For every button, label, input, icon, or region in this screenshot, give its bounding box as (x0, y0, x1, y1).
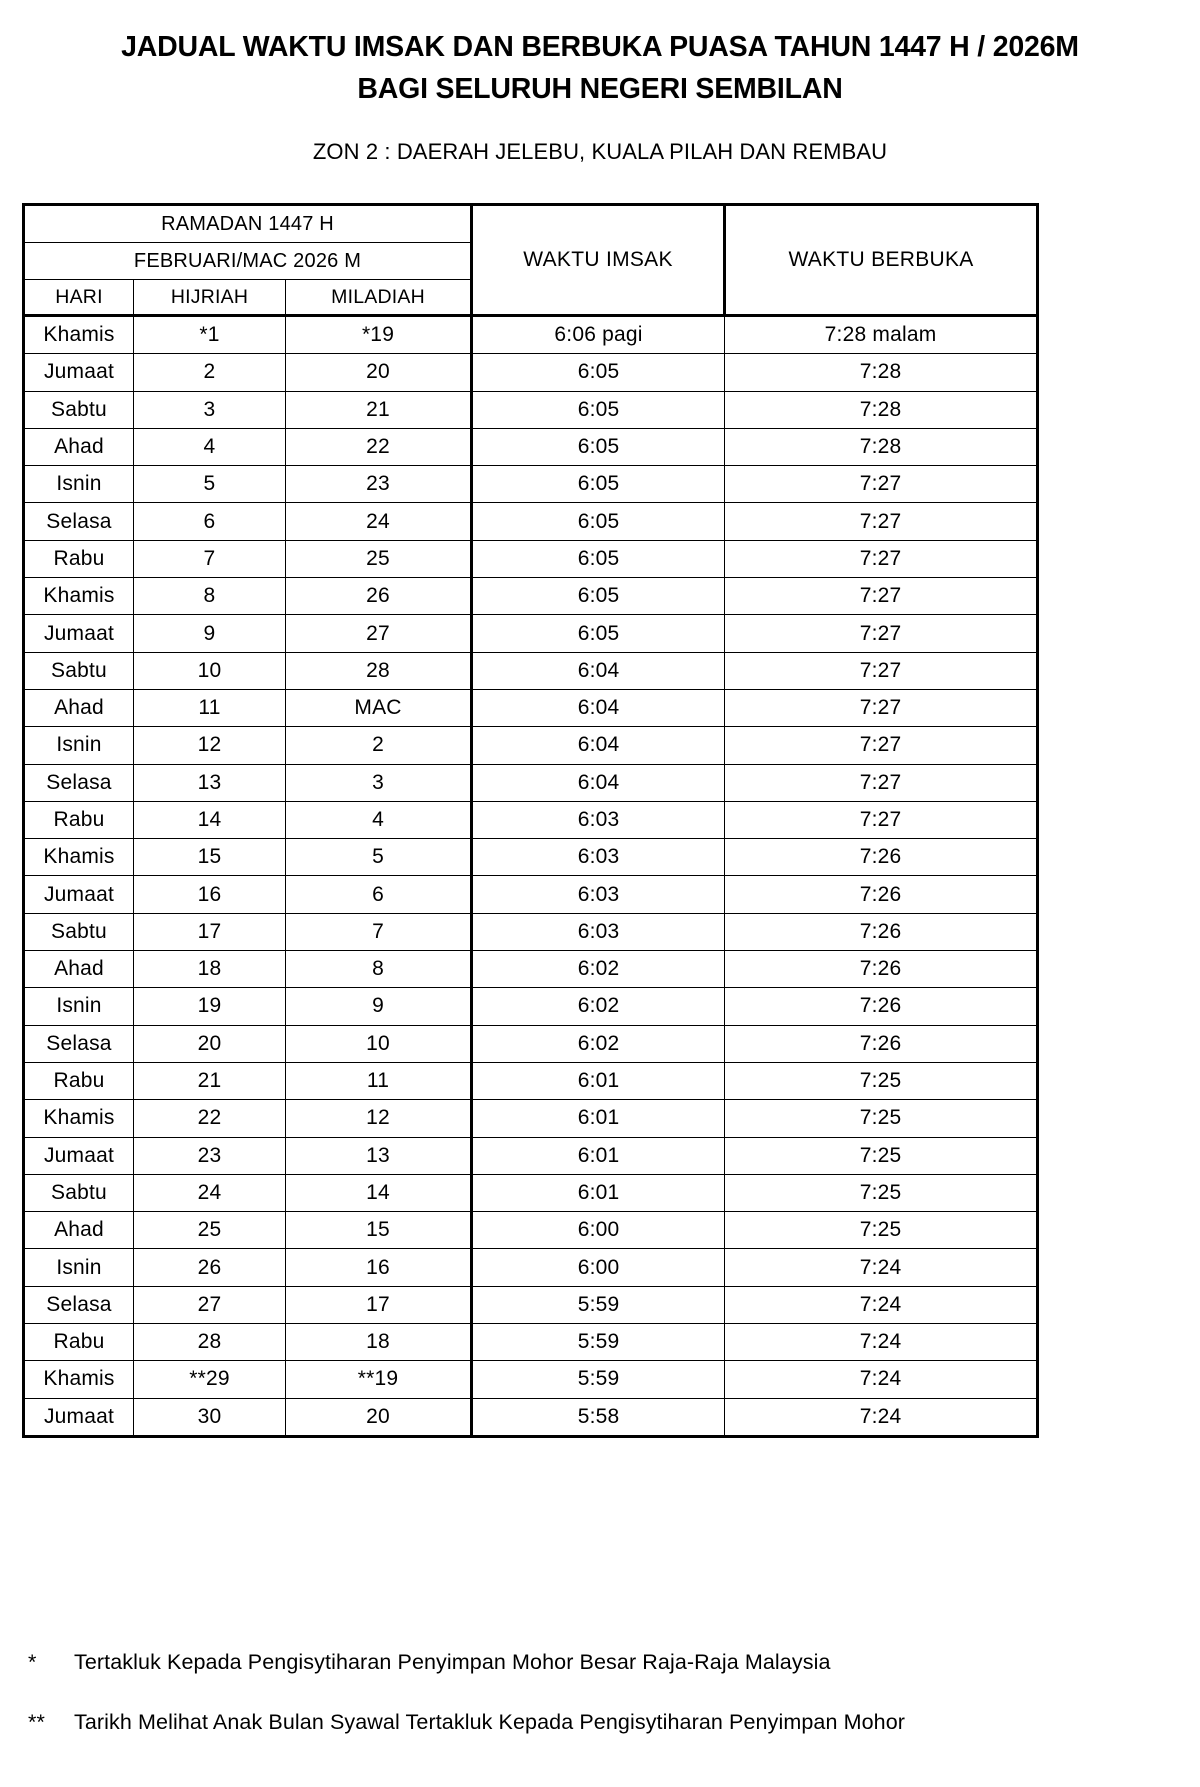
cell-waktu-berbuka: 7:28 (725, 428, 1038, 465)
cell-hijriah: 16 (134, 876, 286, 913)
cell-miladiah: 20 (286, 354, 472, 391)
table-head (24, 205, 1038, 316)
cell-hari: Sabtu (24, 391, 134, 428)
page-header (0, 0, 1200, 167)
cell-miladiah: 9 (286, 988, 472, 1025)
cell-waktu-berbuka: 7:25 (725, 1174, 1038, 1211)
table-row (24, 428, 1038, 465)
cell-waktu-imsak: 6:01 (472, 1100, 725, 1137)
cell-miladiah: 14 (286, 1174, 472, 1211)
cell-miladiah: 16 (286, 1249, 472, 1286)
table-row (24, 615, 1038, 652)
table-row (24, 689, 1038, 726)
cell-waktu-imsak: 6:01 (472, 1137, 725, 1174)
cell-hijriah: 30 (134, 1398, 286, 1436)
footnote-item (28, 1648, 1168, 1676)
cell-miladiah: 28 (286, 652, 472, 689)
cell-waktu-imsak: 6:04 (472, 727, 725, 764)
cell-waktu-imsak: 6:05 (472, 578, 725, 615)
header-februari-mac: FEBRUARI/MAC 2026 M (24, 243, 472, 280)
cell-miladiah: 11 (286, 1062, 472, 1099)
cell-hari: Sabtu (24, 652, 134, 689)
table-row (24, 1324, 1038, 1361)
cell-hari: Ahad (24, 428, 134, 465)
cell-waktu-berbuka: 7:27 (725, 615, 1038, 652)
cell-waktu-berbuka: 7:24 (725, 1249, 1038, 1286)
cell-miladiah: 8 (286, 951, 472, 988)
table-row (24, 1137, 1038, 1174)
cell-miladiah: 2 (286, 727, 472, 764)
cell-hari: Rabu (24, 1062, 134, 1099)
cell-miladiah: 10 (286, 1025, 472, 1062)
cell-hijriah: 13 (134, 764, 286, 801)
table-row (24, 1212, 1038, 1249)
cell-waktu-imsak: 6:03 (472, 839, 725, 876)
cell-hari: Sabtu (24, 1174, 134, 1211)
cell-waktu-imsak: 6:01 (472, 1174, 725, 1211)
table-row (24, 764, 1038, 801)
cell-hari: Isnin (24, 466, 134, 503)
cell-waktu-imsak: 6:05 (472, 428, 725, 465)
cell-miladiah: 24 (286, 503, 472, 540)
cell-waktu-berbuka: 7:26 (725, 839, 1038, 876)
cell-waktu-berbuka: 7:27 (725, 652, 1038, 689)
cell-hijriah: 9 (134, 615, 286, 652)
cell-miladiah: 7 (286, 913, 472, 950)
cell-waktu-imsak: 6:01 (472, 1062, 725, 1099)
cell-hijriah: 22 (134, 1100, 286, 1137)
cell-waktu-berbuka: 7:28 malam (725, 316, 1038, 354)
cell-hijriah: 24 (134, 1174, 286, 1211)
cell-hari: Selasa (24, 764, 134, 801)
schedule-table-container (22, 203, 1036, 1438)
cell-waktu-imsak: 6:04 (472, 764, 725, 801)
cell-hijriah: 5 (134, 466, 286, 503)
cell-hijriah: *1 (134, 316, 286, 354)
cell-waktu-imsak: 6:05 (472, 540, 725, 577)
page-subtitle-zone: ZON 2 : DAERAH JELEBU, KUALA PILAH DAN REMBAU (312, 139, 888, 164)
cell-hijriah: 2 (134, 354, 286, 391)
cell-hijriah: 19 (134, 988, 286, 1025)
footnote-marker: * (28, 1650, 37, 1674)
cell-waktu-berbuka: 7:26 (725, 988, 1038, 1025)
table-row (24, 540, 1038, 577)
cell-waktu-imsak: 6:04 (472, 689, 725, 726)
cell-hijriah: **29 (134, 1361, 286, 1398)
cell-hari: Rabu (24, 1324, 134, 1361)
cell-miladiah: 12 (286, 1100, 472, 1137)
cell-hijriah: 17 (134, 913, 286, 950)
cell-hijriah: 21 (134, 1062, 286, 1099)
table-row (24, 316, 1038, 354)
cell-hari: Ahad (24, 689, 134, 726)
footnote-text: Tertakluk Kepada Pengisytiharan Penyimpan Mohor Besar Raja-Raja Malaysia (74, 1650, 831, 1674)
cell-waktu-imsak: 6:05 (472, 615, 725, 652)
cell-waktu-berbuka: 7:26 (725, 951, 1038, 988)
cell-hari: Rabu (24, 540, 134, 577)
table-row (24, 354, 1038, 391)
cell-waktu-imsak: 6:03 (472, 801, 725, 838)
cell-hijriah: 8 (134, 578, 286, 615)
table-row (24, 801, 1038, 838)
cell-hari: Jumaat (24, 615, 134, 652)
table-row (24, 951, 1038, 988)
cell-waktu-berbuka: 7:27 (725, 503, 1038, 540)
table-row (24, 391, 1038, 428)
table-row (24, 1174, 1038, 1211)
cell-hijriah: 27 (134, 1286, 286, 1323)
table-row (24, 1361, 1038, 1398)
page-title-line-1: JADUAL WAKTU IMSAK DAN BERBUKA PUASA TAHUN 1447 H / 2026M (121, 31, 1079, 63)
table-row (24, 1286, 1038, 1323)
cell-waktu-imsak: 6:02 (472, 1025, 725, 1062)
cell-miladiah: **19 (286, 1361, 472, 1398)
header-hari: HARI (24, 280, 134, 316)
header-waktu-berbuka: WAKTU BERBUKA (725, 205, 1038, 316)
cell-hari: Jumaat (24, 1137, 134, 1174)
cell-hari: Khamis (24, 578, 134, 615)
cell-hijriah: 25 (134, 1212, 286, 1249)
cell-miladiah: 27 (286, 615, 472, 652)
table-row (24, 1025, 1038, 1062)
cell-waktu-berbuka: 7:26 (725, 913, 1038, 950)
table-row (24, 988, 1038, 1025)
table-row (24, 727, 1038, 764)
table-row (24, 466, 1038, 503)
table-row (24, 1249, 1038, 1286)
cell-miladiah: 15 (286, 1212, 472, 1249)
cell-waktu-imsak: 6:03 (472, 913, 725, 950)
cell-waktu-berbuka: 7:24 (725, 1324, 1038, 1361)
cell-waktu-imsak: 6:00 (472, 1212, 725, 1249)
table-row (24, 578, 1038, 615)
cell-miladiah: 18 (286, 1324, 472, 1361)
schedule-table (22, 203, 1039, 1438)
cell-miladiah: 4 (286, 801, 472, 838)
cell-miladiah: 26 (286, 578, 472, 615)
cell-hari: Jumaat (24, 354, 134, 391)
cell-miladiah: 22 (286, 428, 472, 465)
cell-waktu-imsak: 6:04 (472, 652, 725, 689)
cell-waktu-berbuka: 7:24 (725, 1398, 1038, 1436)
cell-hijriah: 6 (134, 503, 286, 540)
cell-hijriah: 14 (134, 801, 286, 838)
cell-waktu-berbuka: 7:27 (725, 764, 1038, 801)
cell-hari: Selasa (24, 503, 134, 540)
table-row (24, 876, 1038, 913)
cell-hijriah: 3 (134, 391, 286, 428)
cell-waktu-berbuka: 7:27 (725, 466, 1038, 503)
cell-waktu-imsak: 6:02 (472, 988, 725, 1025)
cell-hari: Selasa (24, 1025, 134, 1062)
table-row (24, 1062, 1038, 1099)
cell-hijriah: 15 (134, 839, 286, 876)
cell-hari: Isnin (24, 988, 134, 1025)
footnote-item (28, 1708, 1168, 1736)
cell-hijriah: 12 (134, 727, 286, 764)
cell-hijriah: 28 (134, 1324, 286, 1361)
cell-hari: Jumaat (24, 1398, 134, 1436)
cell-waktu-berbuka: 7:24 (725, 1361, 1038, 1398)
cell-hari: Jumaat (24, 876, 134, 913)
footnote-text: Tarikh Melihat Anak Bulan Syawal Tertakluk Kepada Pengisytiharan Penyimpan Mohor (74, 1710, 906, 1734)
cell-waktu-berbuka: 7:27 (725, 689, 1038, 726)
cell-hari: Rabu (24, 801, 134, 838)
cell-miladiah: 6 (286, 876, 472, 913)
table-row (24, 1398, 1038, 1436)
cell-hari: Ahad (24, 951, 134, 988)
page-title-line-2: BAGI SELURUH NEGERI SEMBILAN (357, 73, 843, 105)
header-hijriah: HIJRIAH (134, 280, 286, 316)
cell-waktu-imsak: 6:05 (472, 391, 725, 428)
footnote-list (28, 1648, 1168, 1768)
cell-waktu-berbuka: 7:25 (725, 1212, 1038, 1249)
cell-waktu-berbuka: 7:27 (725, 578, 1038, 615)
cell-miladiah: 23 (286, 466, 472, 503)
cell-hijriah: 20 (134, 1025, 286, 1062)
cell-hari: Khamis (24, 316, 134, 354)
cell-waktu-imsak: 6:06 pagi (472, 316, 725, 354)
cell-waktu-imsak: 5:59 (472, 1324, 725, 1361)
cell-waktu-imsak: 5:59 (472, 1361, 725, 1398)
cell-waktu-imsak: 6:00 (472, 1249, 725, 1286)
cell-waktu-imsak: 6:05 (472, 354, 725, 391)
cell-miladiah: MAC (286, 689, 472, 726)
cell-hijriah: 11 (134, 689, 286, 726)
table-body (24, 316, 1038, 1437)
cell-hari: Khamis (24, 1100, 134, 1137)
cell-waktu-imsak: 6:05 (472, 466, 725, 503)
cell-waktu-imsak: 6:05 (472, 503, 725, 540)
cell-miladiah: 25 (286, 540, 472, 577)
cell-waktu-berbuka: 7:26 (725, 1025, 1038, 1062)
cell-hari: Selasa (24, 1286, 134, 1323)
cell-waktu-berbuka: 7:28 (725, 391, 1038, 428)
cell-waktu-imsak: 5:59 (472, 1286, 725, 1323)
table-row (24, 913, 1038, 950)
cell-hari: Khamis (24, 1361, 134, 1398)
header-waktu-imsak: WAKTU IMSAK (472, 205, 725, 316)
cell-hijriah: 26 (134, 1249, 286, 1286)
cell-miladiah: 13 (286, 1137, 472, 1174)
cell-waktu-berbuka: 7:25 (725, 1100, 1038, 1137)
cell-waktu-berbuka: 7:28 (725, 354, 1038, 391)
cell-waktu-berbuka: 7:24 (725, 1286, 1038, 1323)
cell-hijriah: 4 (134, 428, 286, 465)
table-header-row-hijri (24, 205, 1038, 243)
cell-hari: Sabtu (24, 913, 134, 950)
cell-waktu-imsak: 6:03 (472, 876, 725, 913)
cell-waktu-berbuka: 7:26 (725, 876, 1038, 913)
cell-waktu-berbuka: 7:25 (725, 1062, 1038, 1099)
cell-waktu-imsak: 6:02 (472, 951, 725, 988)
cell-miladiah: 21 (286, 391, 472, 428)
header-miladiah: MILADIAH (286, 280, 472, 316)
table-row (24, 652, 1038, 689)
cell-hari: Khamis (24, 839, 134, 876)
table-row (24, 1100, 1038, 1137)
cell-hari: Isnin (24, 727, 134, 764)
cell-miladiah: *19 (286, 316, 472, 354)
table-row (24, 839, 1038, 876)
cell-waktu-berbuka: 7:27 (725, 540, 1038, 577)
cell-miladiah: 17 (286, 1286, 472, 1323)
header-ramadan-hijri: RAMADAN 1447 H (24, 205, 472, 243)
cell-hijriah: 23 (134, 1137, 286, 1174)
cell-hari: Isnin (24, 1249, 134, 1286)
cell-waktu-berbuka: 7:25 (725, 1137, 1038, 1174)
cell-hijriah: 18 (134, 951, 286, 988)
cell-miladiah: 5 (286, 839, 472, 876)
footnote-marker: ** (28, 1710, 45, 1734)
table-row (24, 503, 1038, 540)
cell-waktu-berbuka: 7:27 (725, 801, 1038, 838)
cell-hari: Ahad (24, 1212, 134, 1249)
cell-hijriah: 10 (134, 652, 286, 689)
cell-waktu-berbuka: 7:27 (725, 727, 1038, 764)
cell-miladiah: 20 (286, 1398, 472, 1436)
cell-miladiah: 3 (286, 764, 472, 801)
cell-hijriah: 7 (134, 540, 286, 577)
cell-waktu-imsak: 5:58 (472, 1398, 725, 1436)
